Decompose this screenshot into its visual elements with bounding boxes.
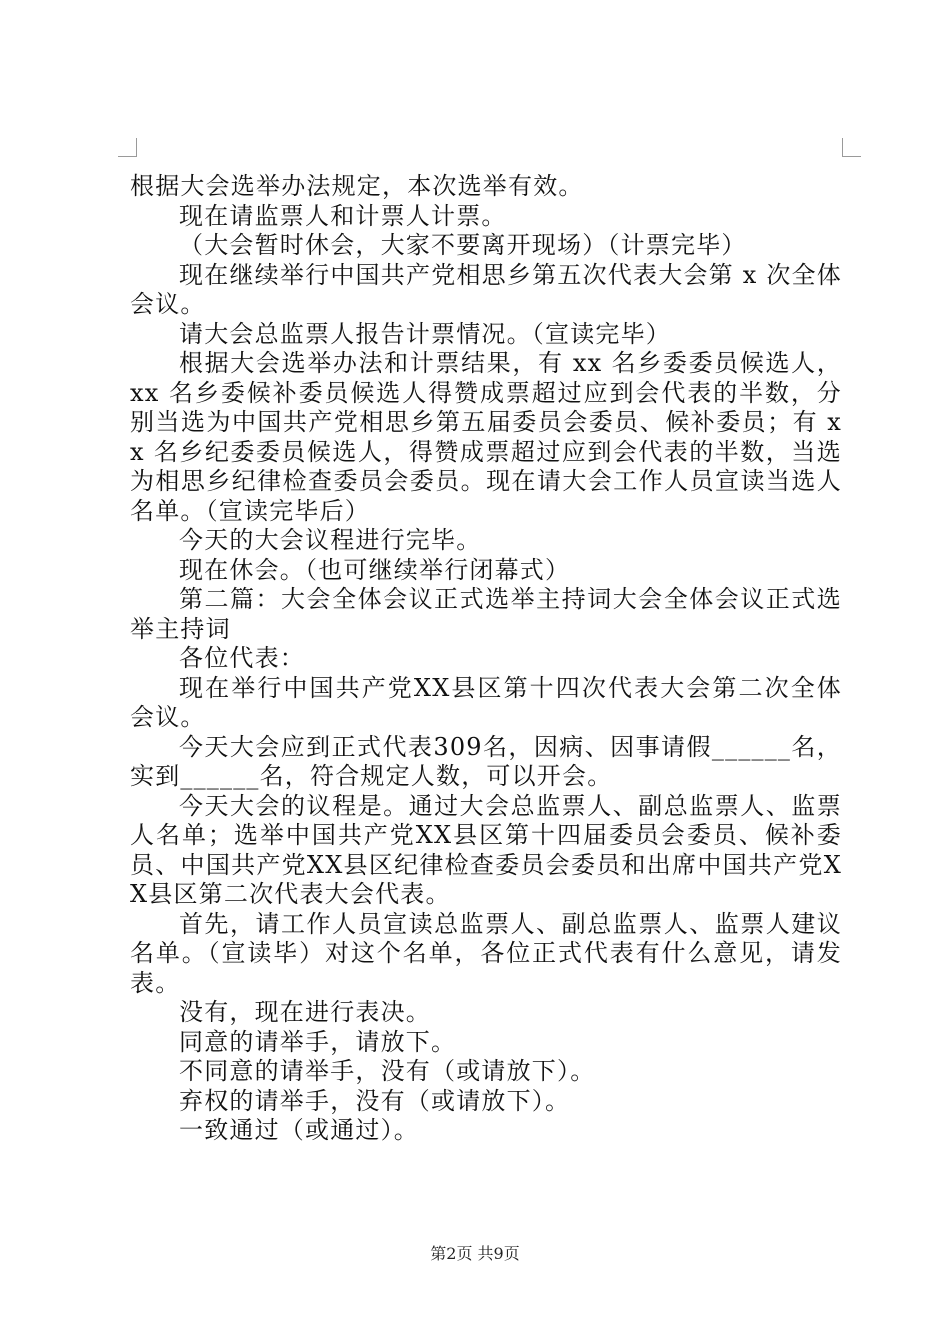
paragraph: 根据大会选举办法和计票结果，有 xx 名乡委委员候选人，xx 名乡委候补委员候选人得赞成票超过应到会代表的半数，分别当选为中国共产党相思乡第五届委员会委员、候补委员；有 xx 名乡纪委委员候选人，得赞成票超过应到会代表的半数，当选为相思乡纪律检查委员会委员。现在请大会工作人员宣读当选人名单。（宣读完毕后） — [130, 349, 842, 525]
paragraph: 根据大会选举办法规定，本次选举有效。 — [130, 172, 584, 200]
paragraph: 现在请监票人和计票人计票。 — [179, 201, 507, 230]
paragraph: 首先，请工作人员宣读总监票人、副总监票人、监票人建议名单。（宣读毕）对这个名单，各位正式代表有什么意见，请发表。 — [130, 909, 842, 997]
paragraph: 不同意的请举手，没有（或请放下）。 — [179, 1057, 596, 1085]
document-body — [130, 172, 842, 1146]
page-number-footer: 第2页 共9页 — [430, 1244, 520, 1263]
paragraph: 今天的大会议程进行完毕。 — [179, 526, 482, 554]
paragraph: 各位代表： — [179, 644, 305, 672]
paragraph: 请大会总监票人报告计票情况。（宣读完毕） — [179, 319, 671, 348]
paragraph: 一致通过（或通过）。 — [179, 1116, 419, 1144]
paragraph: 没有，现在进行表决。 — [179, 998, 431, 1026]
paragraph: 同意的请举手，请放下。 — [179, 1027, 457, 1056]
paragraph: 现在继续举行中国共产党相思乡第五次代表大会第 x 次全体会议。 — [130, 260, 842, 318]
paragraph: 弃权的请举手，没有（或请放下）。 — [179, 1086, 571, 1115]
paragraph: 今天大会的议程是。通过大会总监票人、副总监票人、监票人名单；选举中国共产党XX县区第十四届委员会委员、候补委员、中国共产党XX县区纪律检查委员会委员和出席中国共产党XX县区第二次代表大会代表。 — [130, 791, 842, 908]
paragraph: 现在举行中国共产党XX县区第十四次代表大会第二次全体会议。 — [130, 673, 842, 731]
paragraph: （大会暂时休会，大家不要离开现场）（计票完毕） — [179, 231, 747, 259]
paragraph: 今天大会应到正式代表309名，因病、因事请假______名，实到______名，符合规定人数，可以开会。 — [130, 732, 842, 790]
paragraph: 现在休会。（也可继续举行闭幕式） — [179, 555, 571, 584]
margin-corner-mark-top-right — [842, 138, 861, 157]
margin-corner-mark-top-left — [118, 138, 137, 157]
section-heading: 第二篇：大会全体会议正式选举主持词大会全体会议正式选举主持词 — [130, 585, 842, 643]
